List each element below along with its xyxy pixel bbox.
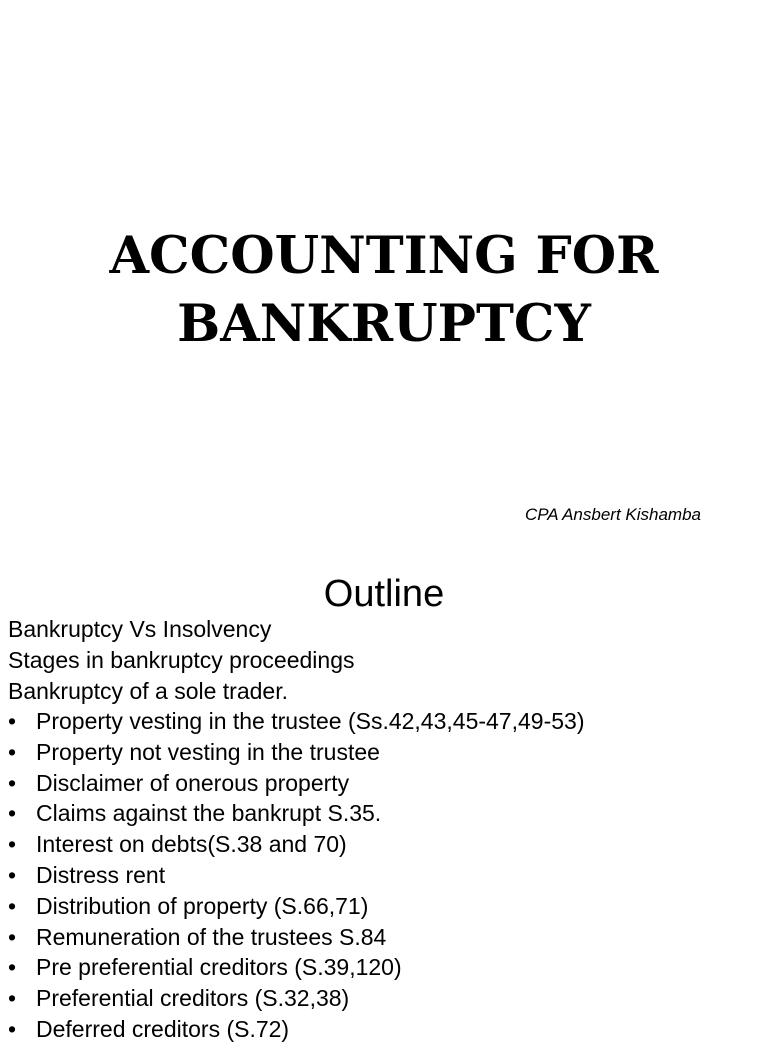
outline-bullet: • Interest on debts(S.38 and 70) <box>8 829 584 860</box>
outline-topic: Stages in bankruptcy proceedings <box>8 646 355 673</box>
outline-bullet: • Distress rent <box>8 860 584 891</box>
slide-title-line-2: BANKRUPTCY <box>177 294 591 354</box>
outline-bullet: • Property not vesting in the trustee <box>8 737 584 768</box>
outline-bullet: • Claims against the bankrupt S.35. <box>8 798 584 829</box>
outline-bullet: • Remuneration of the trustees S.84 <box>8 922 584 953</box>
slide-title-line-1: ACCOUNTING FOR <box>109 226 659 286</box>
outline-bullet: • Pre preferential creditors (S.39,120) <box>8 952 584 983</box>
outline-bullet: • Deferred creditors (S.72) <box>8 1014 584 1045</box>
author-name: CPA Ansbert Kishamba <box>524 505 701 524</box>
slide-title <box>0 222 768 358</box>
outline-topic: Bankruptcy Vs Insolvency <box>8 616 272 642</box>
outline-heading: Outline <box>323 573 445 615</box>
outline-bullet: • Preferential creditors (S.32,38) <box>8 983 584 1014</box>
outline-bullets <box>8 706 584 1045</box>
outline-bullet: • Distribution of property (S.66,71) <box>8 891 584 922</box>
outline-bullet: • Property vesting in the trustee (Ss.42,43,45-47,49-53) <box>8 706 584 737</box>
outline-bullet: • Disclaimer of onerous property <box>8 768 584 799</box>
outline-topics <box>8 614 355 706</box>
outline-topic: Bankruptcy of a sole trader. <box>8 677 288 704</box>
